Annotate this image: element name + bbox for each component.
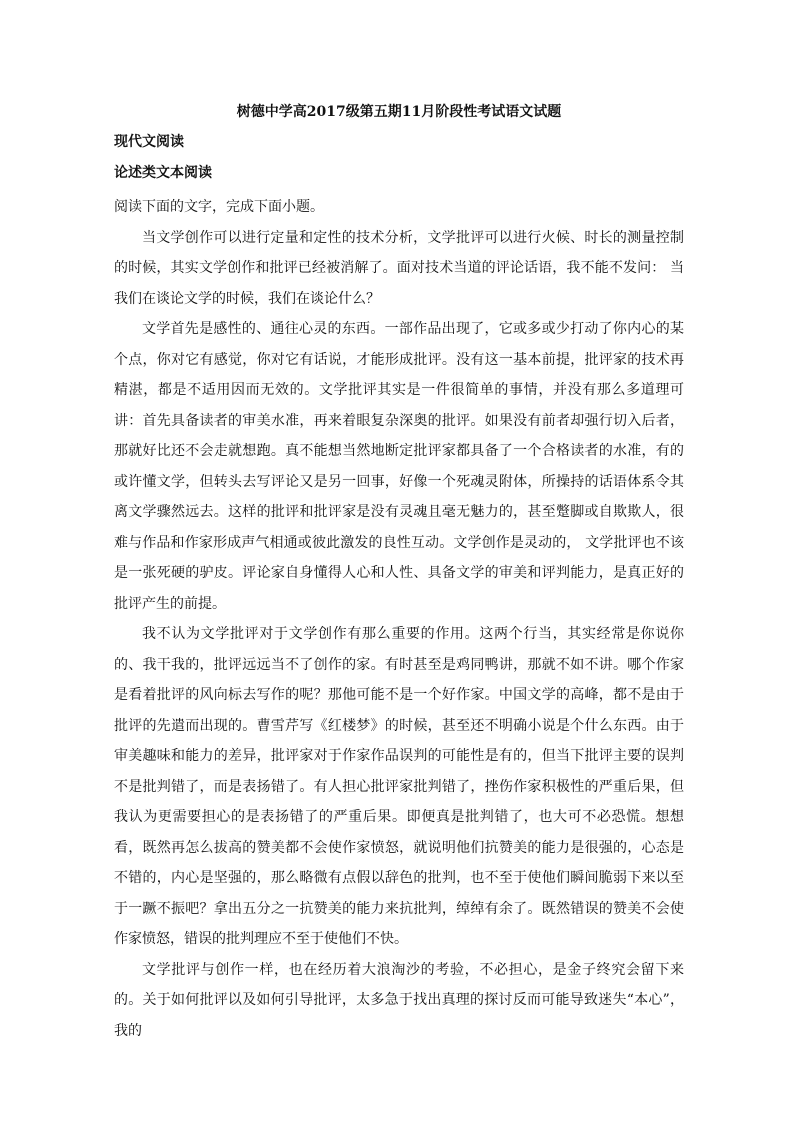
section-heading: 现代文阅读 <box>114 134 184 150</box>
subsection-heading: 论述类文本阅读 <box>114 165 212 181</box>
paragraph-3: 我不认为文学批评对于文学创作有那么重要的作用。这两个行当，其实经常是你说你的、我干我的，批评远远当不了创作的家。有时甚至是鸡同鸭讲，那就不如不讲。哪个作家是看着批评的风向标去写作的呢？那他可能不是一个好作家。中国文学的高峰，都不是由于批评的先遣而出现的。曹雪芹写《红楼梦》的时候，甚至还不明确小说是个什么东西。由于审美趣味和能力的差异，批评家对于作家作品误判的可能性是有的，但当下批评主要的误判不是批判错了，而是表扬错了。有人担心批评家批判错了，挫伤作家积极性的严重后果，但我认为更需要担心的是表扬错了的严重后果。即便真是批判错了，也大可不必恐慌。想想看，既然再怎么拔高的赞美都不会使作家愤怒，就说明他们抗赞美的能力是很强的，心态是不错的，内心是坚强的，那么略微有点假以辞色的批判，也不至于使他们瞬间脆弱下来以至于一蹶不振吧？拿出五分之一抗赞美的能力来抗批判，绰绰有余了。既然错误的赞美不会使作家愤怒，错误的批判理应不至于使他们不快。 <box>114 626 684 947</box>
document-body <box>114 100 684 1046</box>
paragraph-1: 当文学创作可以进行定量和定性的技术分析，文学批评可以进行火候、时长的测量控制的时候，其实文学创作和批评已经被消解了。面对技术当道的评论话语，我不能不发问： 当我们在谈论文学的时候，我们在谈论什么？ <box>114 229 684 307</box>
paragraph-2: 文学首先是感性的、通往心灵的东西。一部作品出现了，它或多或少打动了你内心的某个点，你对它有感觉，你对它有话说，才能形成批评。没有这一基本前提，批评家的技术再精湛，都是不适用因而无效的。文学批评其实是一件很简单的事情，并没有那么多道理可讲：首先具备读者的审美水准，再来着眼复杂深奥的批评。如果没有前者却强行切入后者，那就好比还不会走就想跑。真不能想当然地断定批评家都具备了一个合格读者的水准，有的或许懂文学，但转头去写评论又是另一回事，好像一个死魂灵附体，所操持的话语体系令其离文学骤然远去。这样的批评和批评家是没有灵魂且毫无魅力的，甚至蹩脚或自欺欺人，很难与作品和作家形成声气相通或彼此激发的良性互动。文学创作是灵动的， 文学批评也不该是一张死硬的驴皮。评论家自身懂得人心和人性、具备文学的审美和评判能力，是真正好的批评产生的前提。 <box>114 321 684 612</box>
paragraph-4: 文学批评与创作一样，也在经历着大浪淘沙的考验，不必担心，是金子终究会留下来的。关于如何批评以及如何引导批评，太多急于找出真理的探讨反而可能导致迷失“本心”，我的 <box>114 961 684 1039</box>
reading-instruction: 阅读下面的文字，完成下面小题。 <box>114 199 324 215</box>
exam-title: 树德中学高2017级第五期11月阶段性考试语文试题 <box>236 104 562 120</box>
